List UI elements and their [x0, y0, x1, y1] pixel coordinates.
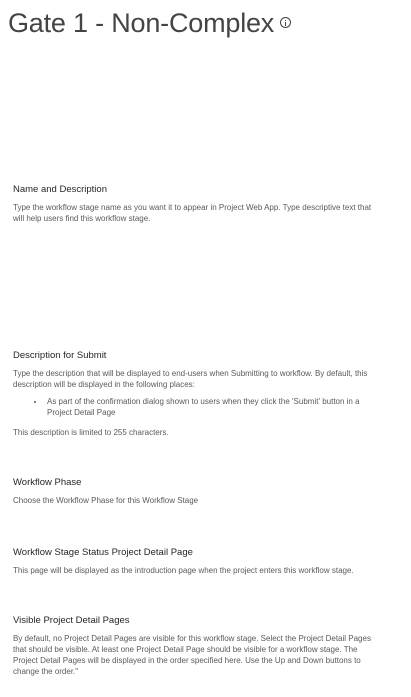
bullet-list	[13, 396, 373, 418]
section-description: This page will be displayed as the introduction page when the project enters this workflow stage.	[13, 566, 354, 575]
section-title: Visible Project Detail Pages	[13, 615, 130, 626]
section-description: Choose the Workflow Phase for this Workflow Stage	[13, 496, 199, 505]
bullet-item: • As part of the confirmation dialog shown to users when they click the 'Submit' button in a Project Detail Page	[45, 396, 373, 418]
section-description: Type the description that will be displayed to end-users when Submitting to workflow. By default, this description will be displayed in the following places:	[13, 369, 368, 389]
section-visible-project-detail-pages	[13, 615, 373, 677]
section-name-and-description	[13, 184, 373, 224]
section-description-for-submit	[13, 350, 373, 438]
page-title	[8, 6, 291, 40]
section-title: Workflow Stage Status Project Detail Page	[13, 547, 193, 558]
section-title: Name and Description	[13, 184, 107, 195]
section-title: Description for Submit	[13, 350, 107, 361]
section-description: By default, no Project Detail Pages are visible for this workflow stage. Select the Project Detail Pages that should be visible. At least one Project Detail Page should be visible for a workflow stage. The Project Detail Pages will be displayed in the order specified here. Use the Up and Down buttons to change the order."	[13, 634, 371, 676]
info-icon[interactable]	[280, 17, 291, 28]
character-limit-note: This description is limited to 255 characters.	[13, 428, 169, 437]
section-description: Type the workflow stage name as you want it to appear in Project Web App. Type descriptive text that will help users find this workflow stage.	[13, 203, 372, 223]
page-title-text: Gate 1 - Non-Complex	[8, 8, 275, 38]
section-workflow-stage-status-pdp	[13, 547, 373, 576]
section-title: Workflow Phase	[13, 477, 82, 488]
section-workflow-phase	[13, 477, 373, 506]
